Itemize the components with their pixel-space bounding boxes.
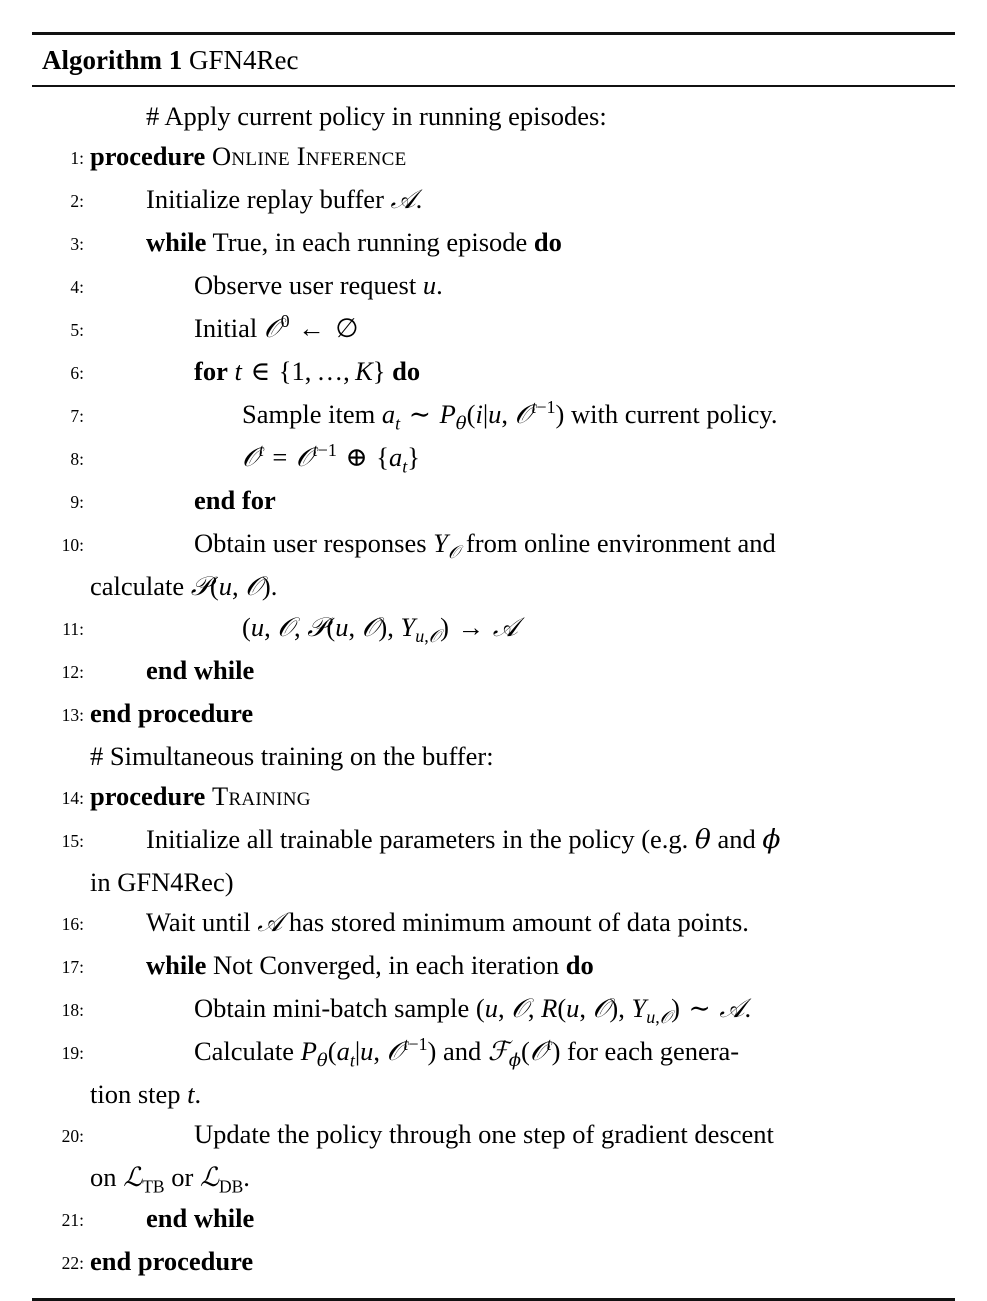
- line-number: 14:: [61, 788, 84, 808]
- line-number: 6:: [70, 363, 84, 383]
- line-number: 3:: [70, 234, 84, 254]
- algorithm-line: [32, 308, 955, 351]
- symbol-step: t: [234, 356, 242, 386]
- line-number: 5:: [70, 320, 84, 340]
- line-content: end for: [194, 485, 276, 515]
- line-content: [90, 945, 955, 985]
- algorithm-line: [32, 179, 955, 222]
- line-number: 9:: [70, 492, 84, 512]
- loop-condition: True, in each running episode: [212, 227, 528, 257]
- algorithm-line: [32, 1114, 955, 1157]
- line-number: 15:: [61, 831, 84, 851]
- line-number: 16:: [61, 914, 84, 934]
- symbol-phi: ϕ: [762, 824, 781, 855]
- line-content: [90, 222, 955, 262]
- line-content: 𝒪$^t$ = 𝒪$^{t-1}$ ⊕ $\{a_t\}$: [242, 440, 421, 477]
- symbol-list: 𝒪: [263, 313, 281, 344]
- algorithm-line: [32, 265, 955, 308]
- symbol-loss-tb: ℒ: [123, 1162, 143, 1193]
- element-of-icon: ∈: [250, 356, 271, 386]
- line-content: # Apply current policy in running episodes:: [146, 101, 607, 131]
- line-content: [90, 776, 955, 816]
- keyword-for: for: [194, 356, 228, 386]
- line-number: 17:: [61, 957, 84, 977]
- line-number: 21:: [61, 1210, 84, 1230]
- algorithm-line: [32, 736, 955, 776]
- algorithm-line: [32, 1241, 955, 1284]
- line-number: 4:: [70, 277, 84, 297]
- algorithm-line: [32, 437, 955, 480]
- algorithm-caption-number: 1: [168, 45, 183, 75]
- line-content: [90, 136, 955, 176]
- line-content: Initialize replay buffer 𝒜.: [146, 184, 423, 215]
- symbol-replay-buffer: 𝒜: [390, 184, 416, 215]
- algorithm-line: [32, 351, 955, 394]
- keyword-procedure: procedure: [90, 781, 206, 811]
- symbol-loss-db: ℒ: [199, 1162, 219, 1193]
- line-content: Sample item $a_t$ ∼ $P_\theta(i|u$, 𝒪$^{t-1}$) with current policy.: [242, 397, 778, 435]
- line-number: 22:: [61, 1253, 84, 1273]
- algorithm-line: [32, 136, 955, 179]
- symbol-user: u: [422, 270, 437, 300]
- line-number: 20:: [61, 1126, 84, 1146]
- algorithm-line: [32, 607, 955, 650]
- algorithm-line: [32, 394, 955, 437]
- algorithm-line: [32, 693, 955, 736]
- algorithm-caption-label: Algorithm: [42, 45, 162, 75]
- line-number: 2:: [70, 191, 84, 211]
- algorithm-caption: [32, 35, 955, 85]
- loop-condition: Not Converged, in each iteration: [213, 950, 560, 980]
- right-arrow-icon: →: [457, 612, 485, 642]
- line-content: Obtain mini-batch sample (u, 𝒪, R(u, 𝒪), $Y_{u,𝒪}$) ∼ 𝒜.: [194, 993, 752, 1029]
- algorithm-line: [32, 819, 955, 862]
- keyword-do: do: [392, 356, 421, 386]
- algorithm-lines: [32, 87, 955, 1298]
- line-content: Wait until 𝒜 has stored minimum amount of data points.: [146, 907, 749, 938]
- line-content: Initial 𝒪$^0$ ← ∅: [194, 311, 359, 344]
- algorithm-line: [32, 902, 955, 945]
- algorithm-line-continuation: on ℒ$_{TB}$ or ℒ$_{DB}$.: [90, 1162, 250, 1197]
- line-number: 11:: [62, 619, 84, 639]
- symbol-reward: 𝒫: [190, 571, 210, 602]
- procedure-name: Online Inference: [211, 141, 407, 171]
- oplus-icon: ⊕: [345, 442, 368, 472]
- line-content: (u, 𝒪, 𝒫(u, 𝒪), $Y_{u,𝒪}$) → 𝒜: [242, 612, 518, 648]
- algorithm-line-continuation: calculate 𝒫(u, 𝒪).: [90, 571, 278, 602]
- line-content: Initialize all trainable parameters in the policy (e.g. θ and ϕ: [146, 824, 781, 855]
- line-number: 1:: [70, 148, 84, 168]
- algorithm-line-continuation: tion step t.: [90, 1079, 202, 1109]
- keyword-while: while: [146, 950, 207, 980]
- symbol-theta: θ: [694, 824, 711, 855]
- line-number: 19:: [61, 1043, 84, 1063]
- line-content: Obtain user responses $Y_𝒪$ from online environment and: [194, 528, 776, 564]
- algorithm-line: [32, 650, 955, 693]
- line-content: # Simultaneous training on the buffer:: [90, 741, 494, 771]
- algorithm-line: [32, 776, 955, 819]
- algorithm-line: [32, 945, 955, 988]
- tilde-icon: ∼: [408, 399, 431, 429]
- algorithm-line: [32, 480, 955, 523]
- keyword-while: while: [146, 227, 207, 257]
- line-content: end while: [146, 655, 255, 685]
- algorithm-line: [32, 988, 955, 1031]
- line-number: 13:: [61, 705, 84, 725]
- line-content: Update the policy through one step of gradient descent: [194, 1119, 774, 1149]
- algorithm-line: [32, 1198, 955, 1241]
- algorithm-line-continuation: in GFN4Rec): [90, 867, 234, 897]
- symbol-flow: ℱ: [487, 1036, 509, 1067]
- line-number: 7:: [70, 406, 84, 426]
- line-number: 10:: [61, 535, 84, 555]
- line-content: end while: [146, 1203, 255, 1233]
- line-number: 18:: [61, 1000, 84, 1020]
- keyword-procedure: procedure: [90, 141, 206, 171]
- algorithm-line: [32, 1031, 955, 1074]
- algorithm-line: [32, 222, 955, 265]
- algorithm-block: [32, 32, 955, 1301]
- line-content: end procedure: [90, 698, 254, 728]
- algorithm-line: [32, 523, 955, 566]
- tilde-icon: ∼: [688, 993, 711, 1023]
- line-content: end procedure: [90, 1246, 254, 1276]
- line-content: Calculate $P_\theta(a_t|u$, 𝒪$^{t-1}$) and ℱ$_\phi$(𝒪$^t$) for each genera-: [194, 1034, 740, 1072]
- keyword-do: do: [533, 227, 562, 257]
- algorithm-line: [32, 96, 955, 136]
- keyword-do: do: [565, 950, 594, 980]
- procedure-name: Training: [211, 781, 311, 811]
- algorithm-caption-name: GFN4Rec: [188, 45, 299, 75]
- empty-set-icon: ∅: [335, 313, 359, 343]
- line-content: for t ∈ {1, …, K} do: [194, 356, 421, 386]
- line-content: Observe user request u.: [194, 270, 443, 300]
- line-number: 12:: [61, 662, 84, 682]
- symbol-replay-buffer: 𝒜: [257, 907, 283, 938]
- left-arrow-icon: ←: [298, 313, 325, 343]
- line-number: 8:: [70, 449, 84, 469]
